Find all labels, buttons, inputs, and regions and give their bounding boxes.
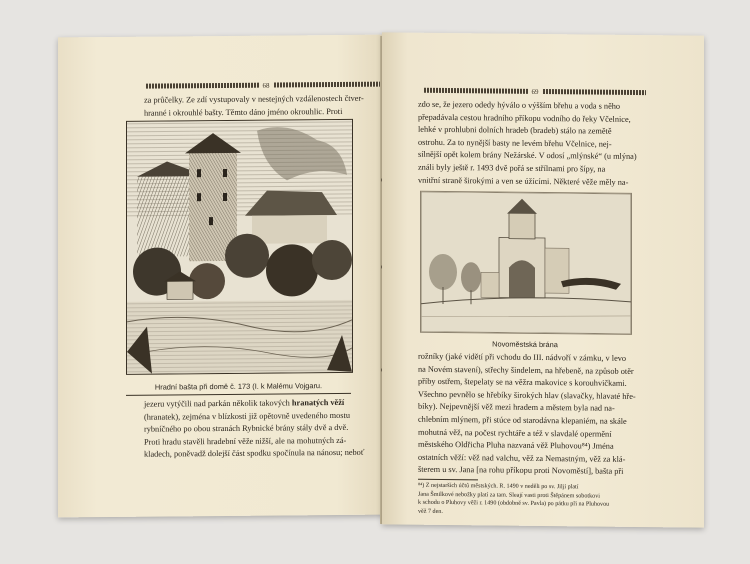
gate-drawing xyxy=(420,191,632,335)
text-line: hranné i okrouhlé bašty. Těmto dáno jméno okrouhlic. Proti xyxy=(144,106,343,118)
left-figure-caption: Hradní bašta při domě č. 173 (I. k Malému Vojgaru. xyxy=(154,381,323,392)
text-line: sílnější opět kolem brány Nežárské. V odosí „mlýnské“ (u mlýna) xyxy=(418,150,637,162)
text-line: na Novém stavení), střechy šindelem, na hřebeně, na způsob otěr xyxy=(418,364,634,376)
left-top-text xyxy=(144,92,394,119)
text-line: kladech, poněvadž dolejší část spodku spočínula na nánosu; neboť xyxy=(144,448,365,460)
text-line: ználi byly ještě r. 1493 dvě pořá se střílnami pro šípy, na xyxy=(418,162,606,174)
text-line: šterem u sv. Jana [na rohu příkopu proti Novoměstí], bašta při xyxy=(418,465,624,477)
left-body-text xyxy=(144,396,394,461)
text-line: chlebním mlýnem, při stúce od starodávna klepaniém, na skále xyxy=(418,414,627,426)
text-line: Proti hradu stavěli hradební věže nižší, ale na mohutných zá- xyxy=(144,435,347,447)
left-page xyxy=(58,35,386,518)
header-ornament xyxy=(274,82,387,88)
text-line: mohutná věž, na počest rychtáře a též v slavdalé opermění xyxy=(418,427,612,439)
text-line: Všechno pevnělo se hřebíky širokých hlav (slavačky, hlavaté hře- xyxy=(418,389,636,401)
text-line: příby ostřem, štepelaty se na věžra makovice s korouhvičkami. xyxy=(418,376,627,389)
text-line: rybníčného po obou stranách Rybnické brány stály dvě a dvě. xyxy=(144,423,349,434)
left-page-number: 68 xyxy=(262,81,270,90)
footnote-rule xyxy=(418,479,478,481)
text-line: ostrohu. Za to nynější basty ne levém břehu Včelnice, nej- xyxy=(418,137,612,149)
text-line: lehké v prohlubni dolních hradeb (bradeb) stálo na zemětě xyxy=(418,124,612,136)
text-line: bíky). Nejpevnější věž mezi hradem a městem byla nad na- xyxy=(418,402,615,414)
header-ornament xyxy=(146,83,259,89)
left-page-header xyxy=(146,81,386,90)
header-ornament xyxy=(543,89,647,95)
right-body-text xyxy=(418,351,650,479)
header-ornament xyxy=(424,88,528,94)
right-page xyxy=(382,32,704,527)
right-top-text xyxy=(418,99,650,190)
right-page-number: 69 xyxy=(531,87,539,96)
caption-rule xyxy=(126,393,351,396)
castle-engraving xyxy=(126,119,353,375)
text-line: jezeru vytýčili nad parkán několik takových xyxy=(144,398,292,409)
footnote xyxy=(418,482,650,519)
text-line: za průčelky. Ze zdí vystupovaly v nestejných vzdálenostech čtver- xyxy=(144,93,364,105)
bold-term: hranatých věží xyxy=(291,397,345,408)
text-line: (hranatek), zejména v blízkosti již opětovně uvedeného mostu xyxy=(144,410,350,422)
text-line: ostatních věží: věž nad valchu, věž za Nemastným, věž za klá- xyxy=(418,452,626,464)
text-line: zdo se, že jezero odedy hýválo o výšším břehu a voda s něho xyxy=(418,99,621,111)
text-line: rožníky (jaké vidětí při vchodu do III. nádvoří v zámku, v levo xyxy=(418,351,627,363)
text-line: přepadávala cestou hradního příkopu vodního do řeky Včelnice, xyxy=(418,112,631,124)
footnote-line: k schodu o Pluhovy věži r. 1490 (obdobně sv. Pavla) po pátku při na Pluhovou xyxy=(418,499,610,508)
footnote-line: ⁸⁴) Z nejstarších účtů městských. R. 1490 v neděli po sv. Jiljí platí xyxy=(418,482,579,491)
text-line: vnitřní straně širokými a ven se úžícími. Některé věže měly na- xyxy=(418,175,629,187)
footnote-line: Jana Šmilkové nebožky platí za tam. Sleají vasti proti Štěpánem sobotkovi xyxy=(418,491,600,500)
right-figure-caption: Novoměstská brána xyxy=(492,339,558,350)
footnote-line: věž 7 den. xyxy=(418,508,443,515)
right-page-header xyxy=(424,87,646,96)
text-line: městského Oldřicha Pluha nazvaná věž Pluhovou⁸⁴) Jména xyxy=(418,439,614,451)
